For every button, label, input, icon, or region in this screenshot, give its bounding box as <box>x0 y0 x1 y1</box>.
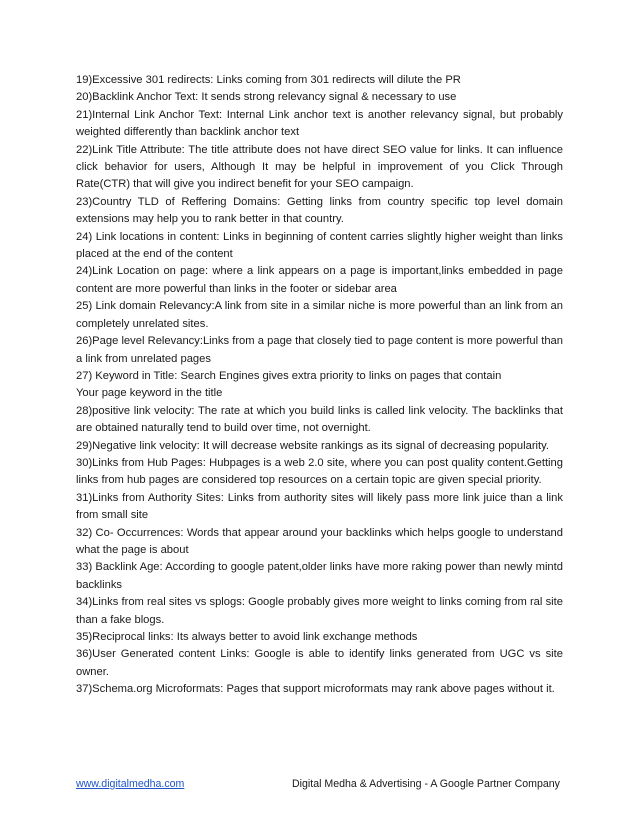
paragraph-37: 37)Schema.org Microformats: Pages that support microformats may rank above pages without it. <box>76 683 555 696</box>
paragraph-23: 23)Country TLD of Reffering Domains: Getting links from country specific top level domain extensions may help you to rank better in that country. <box>76 195 563 226</box>
paragraph-27: 27) Keyword in Title: Search Engines gives extra priority to links on pages that contain <box>76 369 502 382</box>
paragraph-24a: 24) Link locations in content: Links in beginning of content carries slightly higher weight than links placed at the end of the content <box>76 230 563 261</box>
paragraph-24b: 24)Link Location on page: where a link appears on a page is important,links embedded in page content are more powerful than links in the footer or sidebar area <box>76 265 563 295</box>
paragraph-20: 20)Backlink Anchor Text: It sends strong relevancy signal & necessary to use <box>76 91 457 104</box>
paragraph-32: 32) Co- Occurrences: Words that appear around your backlinks which helps google to understand what the page is about <box>76 526 563 556</box>
paragraph-21: 21)Internal Link Anchor Text: Internal Link anchor text is another relevancy signal, but probably weighted differently than backlink anchor text <box>76 108 563 139</box>
paragraph-25: 25) Link domain Relevancy:A link from site in a similar niche is more powerful than an link from an completely unrelated sites. <box>76 300 563 330</box>
paragraph-35: 35)Reciprocal links: Its always better to avoid link exchange methods <box>76 631 418 643</box>
paragraph-31: 31)Links from Authority Sites: Links from authority sites will likely pass more link juice than a link from small site <box>76 491 563 522</box>
website-link[interactable]: www.digitalmedha.com <box>76 778 185 790</box>
company-tagline: Digital Medha & Advertising - A Google Partner Company <box>292 778 560 790</box>
paragraph-27-continued: Your page keyword in the title <box>76 387 223 400</box>
paragraph-19: 19)Excessive 301 redirects: Links coming from 301 redirects will dilute the PR <box>76 74 461 86</box>
paragraph-22: 22)Link Title Attribute: The title attribute does not have direct SEO value for links. It can influence click behavior for users, Although It may be helpful in improvement of you Click Through Rate(CTR) that will give you indirect benefit for your SEO campaign. <box>76 143 563 191</box>
paragraph-34: 34)Links from real sites vs splogs: Google probably gives more weight to links coming from ral site than a fake blogs. <box>76 596 563 626</box>
page-footer <box>76 776 563 792</box>
paragraph-28: 28)positive link velocity: The rate at which you build links is called link velocity. The backlinks that are obtained naturally tend to build over time, not overnight. <box>76 404 563 435</box>
paragraph-30: 30)Links from Hub Pages: Hubpages is a web 2.0 site, where you can post quality content.Getting links from hub pages are considered top resources on a certain topic are given special priority. <box>76 456 563 487</box>
page-body <box>76 72 563 699</box>
paragraph-26: 26)Page level Relevancy:Links from a page that closely tied to page content is more powerful than a link from unrelated pages <box>76 335 563 365</box>
paragraph-36: 36)User Generated content Links: Google is able to identify links generated from UGC vs site owner. <box>76 648 563 678</box>
paragraph-29: 29)Negative link velocity: It will decrease website rankings as its signal of decreasing popularity. <box>76 439 550 452</box>
paragraph-33: 33) Backlink Age: According to google patent,older links have more raking power than newly mintd backlinks <box>76 561 563 591</box>
